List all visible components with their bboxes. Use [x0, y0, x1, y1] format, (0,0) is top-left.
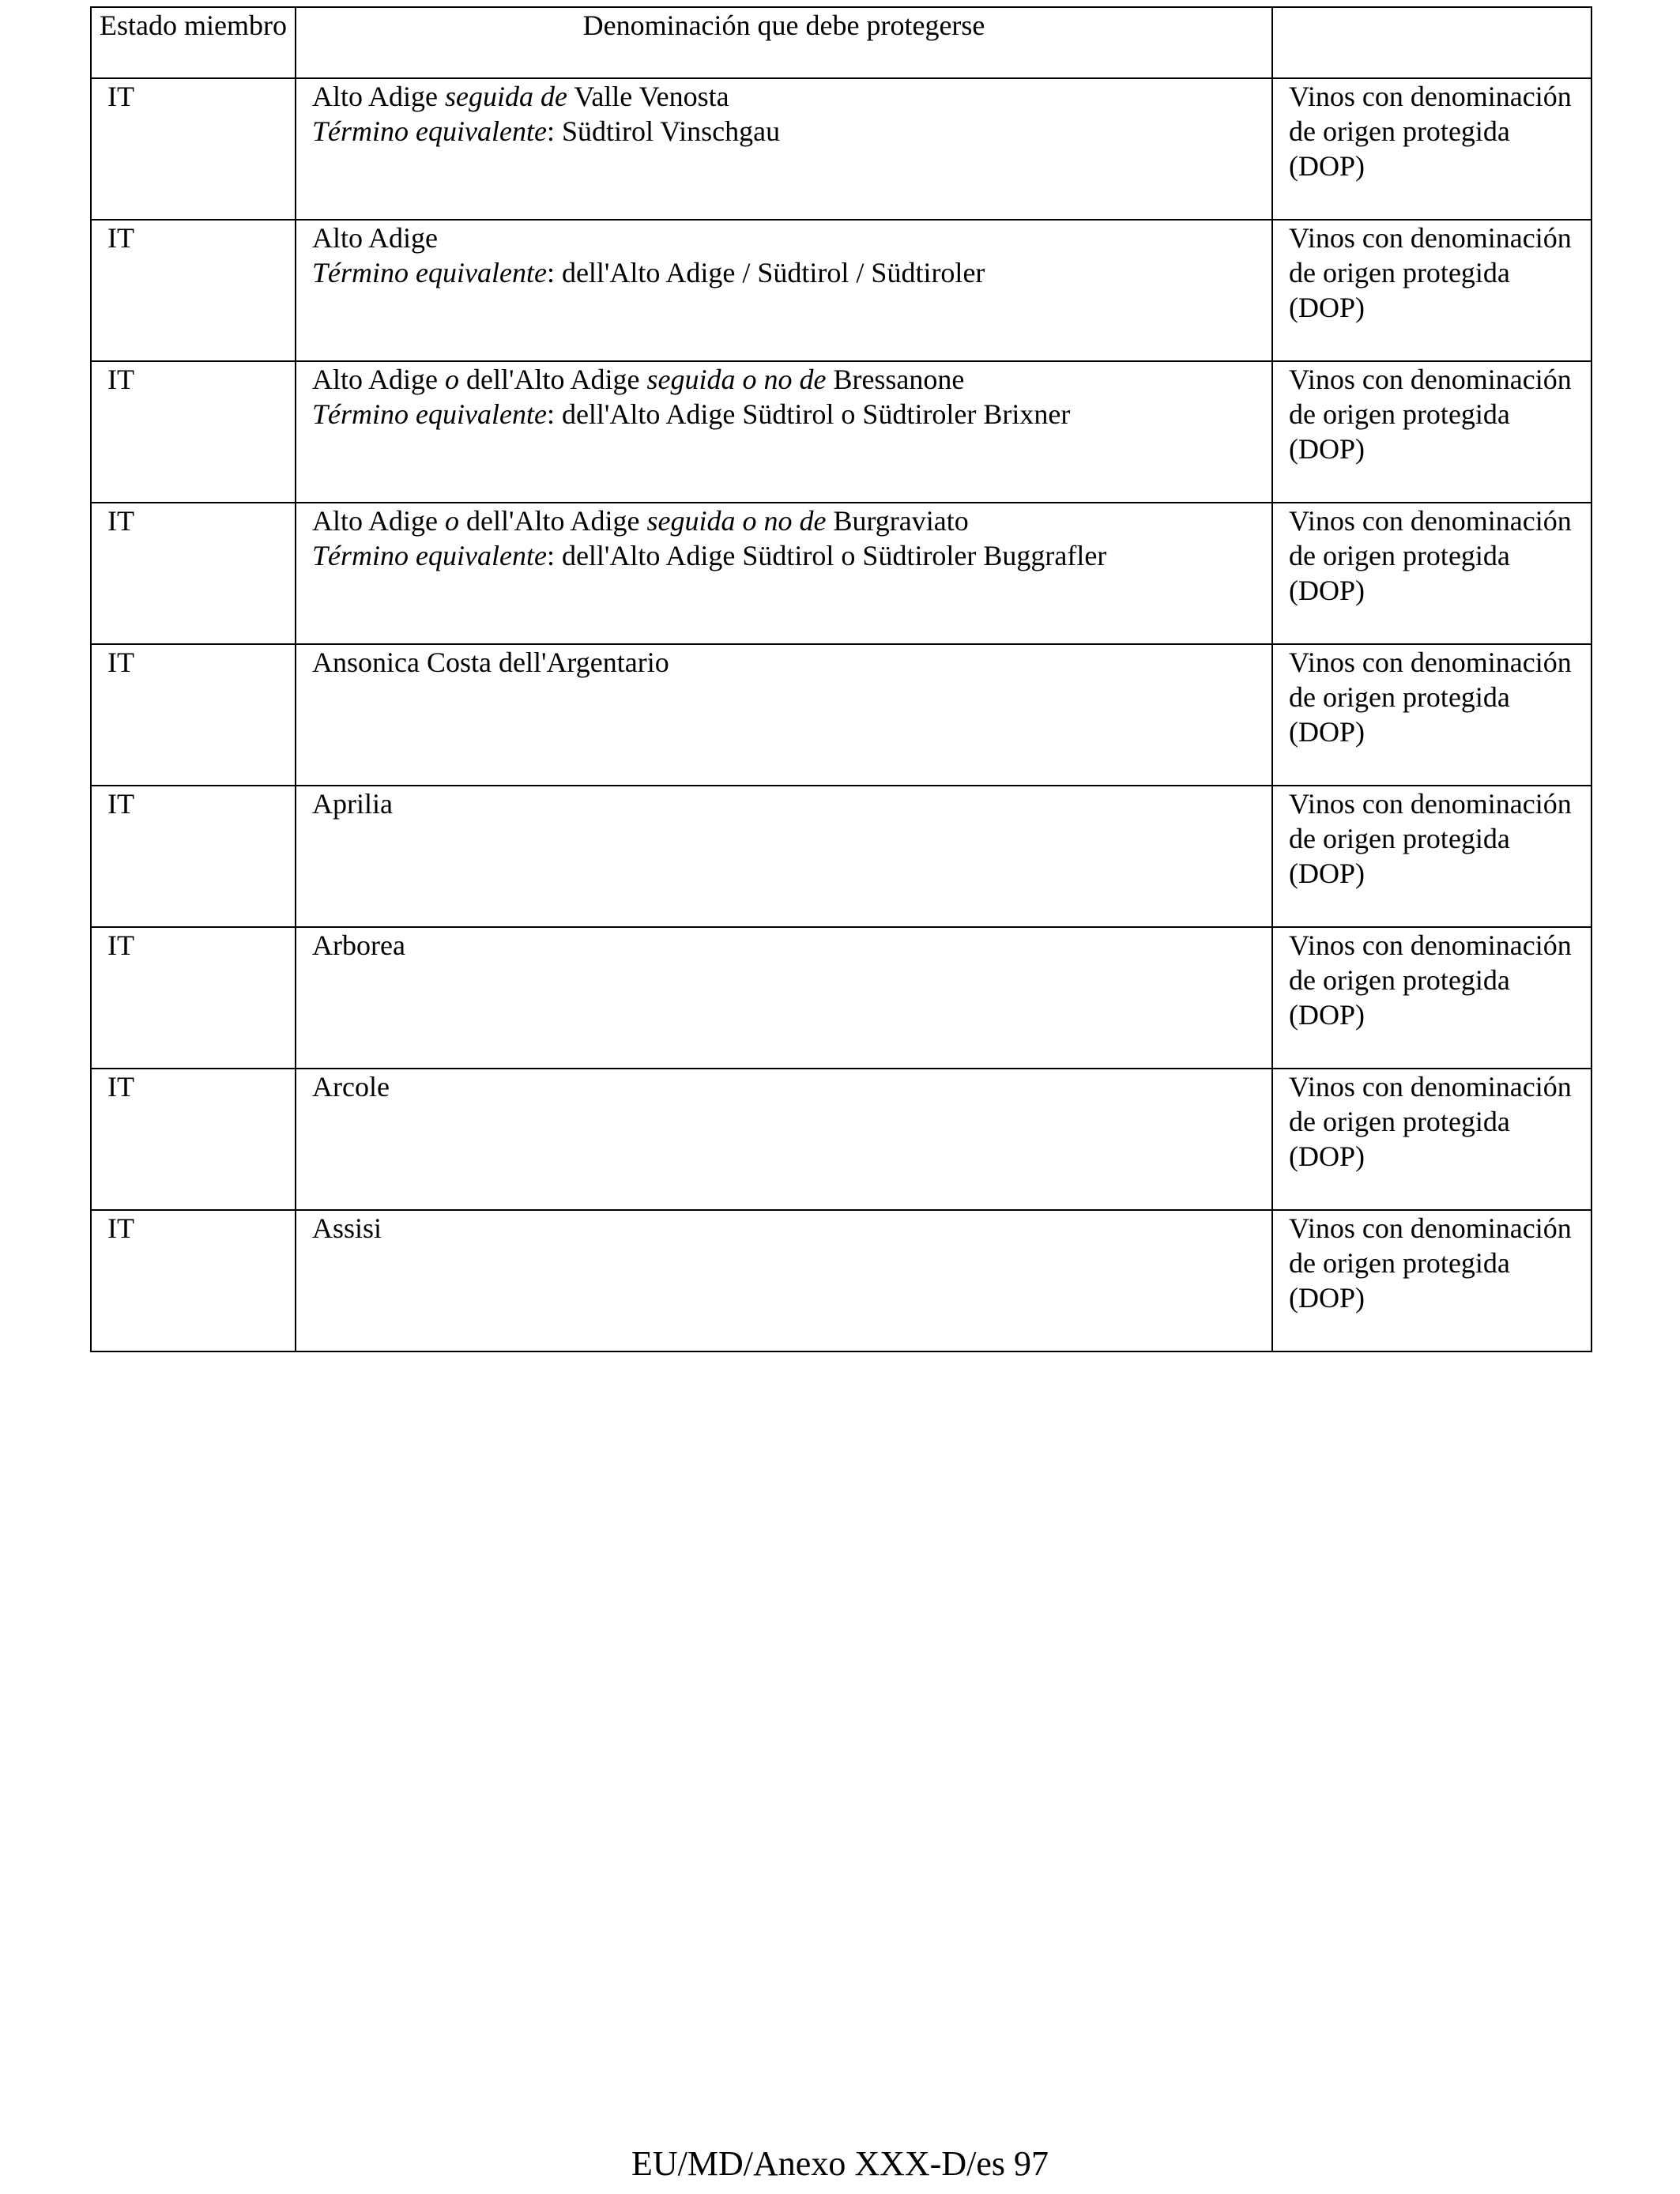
italic-text-segment: seguida de — [445, 81, 567, 112]
text-segment: Valle Venosta — [567, 81, 729, 112]
text-segment: Alto Adige — [312, 222, 438, 254]
denomination-line — [312, 255, 1271, 290]
text-segment: : Südtirol Vinschgau — [546, 115, 781, 147]
header-member-state: Estado miembro — [91, 7, 296, 78]
table-row — [91, 220, 1591, 361]
text-segment: dell'Alto Adige — [459, 364, 647, 395]
denomination-cell — [296, 1069, 1272, 1210]
italic-text-segment: Término equivalente — [312, 115, 547, 147]
table-row — [91, 78, 1591, 220]
text-segment: Alto Adige — [312, 81, 445, 112]
italic-text-segment: o — [445, 505, 459, 537]
table-row — [91, 1069, 1591, 1210]
text-segment: Arborea — [312, 929, 405, 961]
denomination-line — [312, 362, 1271, 397]
table-row — [91, 1210, 1591, 1351]
member-state-cell: IT — [91, 786, 296, 927]
text-segment: Alto Adige — [312, 364, 445, 395]
denomination-cell — [296, 1210, 1272, 1351]
table-row — [91, 927, 1591, 1069]
text-segment: : dell'Alto Adige / Südtirol / Südtiroler — [546, 257, 985, 288]
category-cell: Vinos con denominación de origen protegida (DOP) — [1272, 361, 1591, 503]
denomination-line — [312, 397, 1271, 432]
denomination-line — [312, 221, 1271, 255]
category-cell: Vinos con denominación de origen protegida (DOP) — [1272, 503, 1591, 644]
italic-text-segment: seguida o no de — [646, 364, 827, 395]
text-segment: Ansonica Costa dell'Argentario — [312, 647, 669, 678]
member-state-cell: IT — [91, 1069, 296, 1210]
text-segment: Burgraviato — [826, 505, 969, 537]
category-cell: Vinos con denominación de origen protegida (DOP) — [1272, 927, 1591, 1069]
member-state-cell: IT — [91, 644, 296, 786]
denomination-cell — [296, 220, 1272, 361]
italic-text-segment: Término equivalente — [312, 540, 547, 571]
denomination-cell — [296, 786, 1272, 927]
text-segment: Arcole — [312, 1071, 390, 1103]
table-row — [91, 786, 1591, 927]
table-header-row — [91, 7, 1591, 78]
text-segment: : dell'Alto Adige Südtirol o Südtiroler Buggrafler — [546, 540, 1107, 571]
text-segment: : dell'Alto Adige Südtirol o Südtiroler Brixner — [546, 398, 1071, 430]
category-cell: Vinos con denominación de origen protegida (DOP) — [1272, 644, 1591, 786]
member-state-cell: IT — [91, 927, 296, 1069]
denomination-cell — [296, 927, 1272, 1069]
denomination-line — [312, 79, 1271, 114]
text-segment: Aprilia — [312, 788, 393, 820]
denominations-table — [90, 6, 1592, 1352]
denomination-line — [312, 503, 1271, 538]
member-state-cell: IT — [91, 220, 296, 361]
table-row — [91, 361, 1591, 503]
denomination-line — [312, 1211, 1271, 1246]
text-segment: Bressanone — [826, 364, 965, 395]
table-row — [91, 644, 1591, 786]
page-footer: EU/MD/Anexo XXX-D/es 97 — [631, 2144, 1049, 2183]
denomination-line — [312, 538, 1271, 573]
header-denomination: Denominación que debe protegerse — [296, 7, 1272, 78]
denomination-cell — [296, 644, 1272, 786]
header-category — [1272, 7, 1591, 78]
denomination-line — [312, 1069, 1271, 1104]
italic-text-segment: seguida o no de — [646, 505, 827, 537]
italic-text-segment: Término equivalente — [312, 257, 547, 288]
category-cell: Vinos con denominación de origen protegida (DOP) — [1272, 1069, 1591, 1210]
member-state-cell: IT — [91, 1210, 296, 1351]
member-state-cell: IT — [91, 78, 296, 220]
member-state-cell: IT — [91, 503, 296, 644]
denomination-line — [312, 645, 1271, 680]
category-cell: Vinos con denominación de origen protegida (DOP) — [1272, 220, 1591, 361]
italic-text-segment: Término equivalente — [312, 398, 547, 430]
category-cell: Vinos con denominación de origen protegida (DOP) — [1272, 786, 1591, 927]
italic-text-segment: o — [445, 364, 459, 395]
denomination-cell — [296, 361, 1272, 503]
text-segment: Assisi — [312, 1212, 382, 1244]
member-state-cell: IT — [91, 361, 296, 503]
category-cell: Vinos con denominación de origen protegida (DOP) — [1272, 78, 1591, 220]
denomination-line — [312, 786, 1271, 821]
text-segment: dell'Alto Adige — [459, 505, 647, 537]
category-cell: Vinos con denominación de origen protegida (DOP) — [1272, 1210, 1591, 1351]
denomination-line — [312, 928, 1271, 963]
text-segment: Alto Adige — [312, 505, 445, 537]
denomination-line — [312, 114, 1271, 149]
table-row — [91, 503, 1591, 644]
denomination-cell — [296, 503, 1272, 644]
denomination-cell — [296, 78, 1272, 220]
